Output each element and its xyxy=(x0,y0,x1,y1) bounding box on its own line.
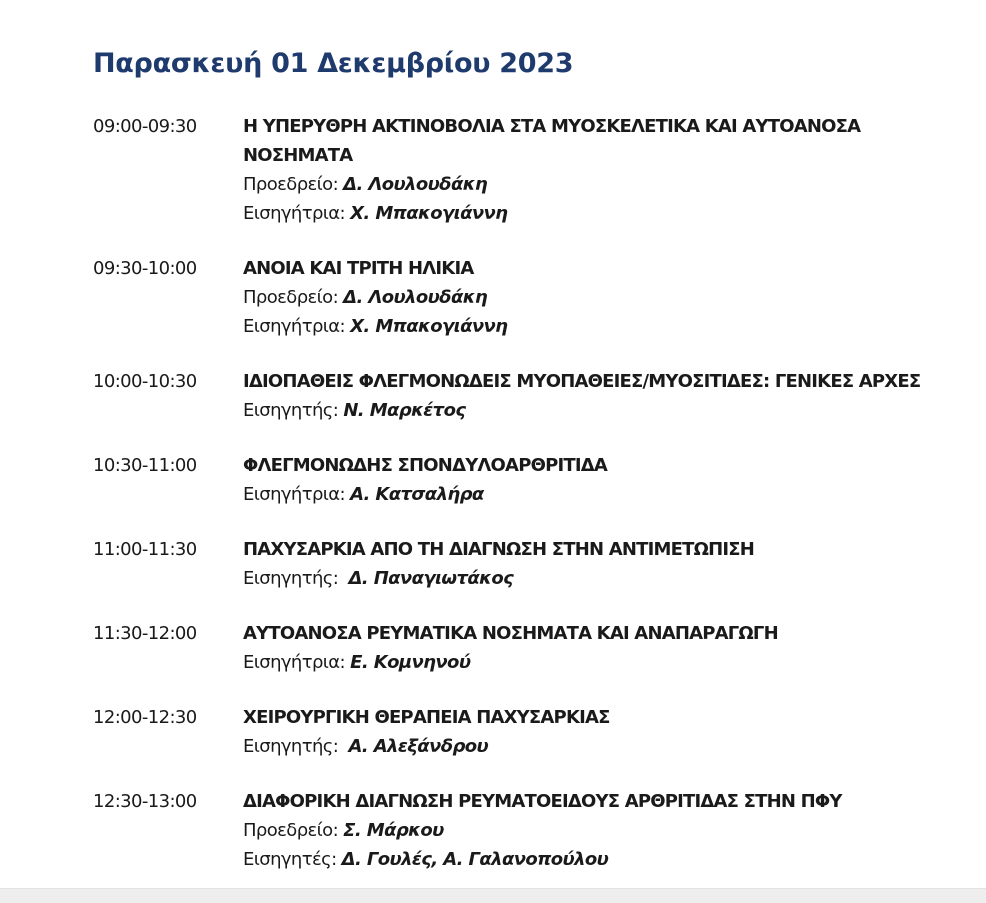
session-time: 10:00-10:30 xyxy=(93,371,197,392)
role-label: Εισηγήτρια: xyxy=(243,652,351,673)
session-details xyxy=(243,535,973,593)
session-6 xyxy=(93,619,973,677)
session-title: ΔΙΑΦΟΡΙΚΗ ΔΙΑΓΝΩΣΗ ΡΕΥΜΑΤΟΕΙΔΟΥΣ ΑΡΘΡΙΤΙΔΑΣ ΣΤΗΝ ΠΦΥ xyxy=(243,791,842,812)
role-label: Εισηγήτρια: xyxy=(243,484,351,505)
person-name: Δ. Παναγιωτάκος xyxy=(348,568,514,589)
session-details xyxy=(243,112,973,228)
role-label: Εισηγητές: xyxy=(243,849,342,870)
bottom-bar xyxy=(0,888,986,903)
role-label: Εισηγητής: xyxy=(243,736,349,757)
chair-line xyxy=(243,283,973,312)
speaker-line xyxy=(243,480,973,509)
role-label: Προεδρείο: xyxy=(243,820,344,841)
person-name: Χ. Μπακογιάννη xyxy=(350,203,508,224)
session-time: 12:00-12:30 xyxy=(93,707,197,728)
session-time: 11:30-12:00 xyxy=(93,623,197,644)
session-title: ΠΑΧΥΣΑΡΚΙΑ ΑΠΟ ΤΗ ΔΙΑΓΝΩΣΗ ΣΤΗΝ ΑΝΤΙΜΕΤΩΠΙΣΗ xyxy=(243,539,755,560)
session-title: ΦΛΕΓΜΟΝΩΔΗΣ ΣΠΟΝΔΥΛΟΑΡΘΡΙΤΙΔΑ xyxy=(243,455,608,476)
session-details xyxy=(243,367,973,425)
session-4 xyxy=(93,451,973,509)
speaker-line xyxy=(243,845,973,874)
page-title: Παρασκευή 01 Δεκεμβρίου 2023 xyxy=(93,48,574,79)
session-7 xyxy=(93,703,973,761)
session-time: 09:30-10:00 xyxy=(93,258,197,279)
session-time: 09:00-09:30 xyxy=(93,116,197,137)
session-1 xyxy=(93,112,973,228)
session-title: Η ΥΠΕΡΥΘΡΗ ΑΚΤΙΝΟΒΟΛΙΑ ΣΤΑ ΜΥΟΣΚΕΛΕΤΙΚΑ ΚΑΙ ΑΥΤΟΑΝΟΣΑ ΝΟΣΗΜΑΤΑ xyxy=(243,116,861,166)
session-time: 11:00-11:30 xyxy=(93,539,197,560)
program-list xyxy=(93,112,973,874)
session-3 xyxy=(93,367,973,425)
speaker-line xyxy=(243,312,973,341)
role-label: Εισηγήτρια: xyxy=(243,316,351,337)
speaker-line xyxy=(243,648,973,677)
session-8 xyxy=(93,787,973,874)
session-title: ΑΝΟΙΑ ΚΑΙ ΤΡΙΤΗ ΗΛΙΚΙΑ xyxy=(243,258,474,279)
session-details xyxy=(243,703,973,761)
session-details xyxy=(243,254,973,341)
session-time: 10:30-11:00 xyxy=(93,455,197,476)
session-details xyxy=(243,619,973,677)
person-name: Δ. Λουλουδάκη xyxy=(343,174,488,195)
session-title: ΑΥΤΟΑΝΟΣΑ ΡΕΥΜΑΤΙΚΑ ΝΟΣΗΜΑΤΑ ΚΑΙ ΑΝΑΠΑΡΑΓΩΓΗ xyxy=(243,623,778,644)
chair-line xyxy=(243,170,973,199)
person-name: Α. Κατσαλήρα xyxy=(350,484,484,505)
session-time: 12:30-13:00 xyxy=(93,791,197,812)
session-details xyxy=(243,787,973,874)
person-name: Χ. Μπακογιάννη xyxy=(350,316,508,337)
session-details xyxy=(243,451,973,509)
session-title: ΙΔΙΟΠΑΘΕΙΣ ΦΛΕΓΜΟΝΩΔΕΙΣ ΜΥΟΠΑΘΕΙΕΣ/ΜΥΟΣΙΤΙΔΕΣ: ΓΕΝΙΚΕΣ ΑΡΧΕΣ xyxy=(243,371,921,392)
person-name: Ν. Μαρκέτος xyxy=(343,400,466,421)
role-label: Εισηγητής: xyxy=(243,568,349,589)
session-title: ΧΕΙΡΟΥΡΓΙΚΗ ΘΕΡΑΠΕΙΑ ΠΑΧΥΣΑΡΚΙΑΣ xyxy=(243,707,610,728)
role-label: Εισηγητής: xyxy=(243,400,344,421)
session-2 xyxy=(93,254,973,341)
speaker-line xyxy=(243,396,973,425)
person-name: Α. Αλεξάνδρου xyxy=(348,736,489,757)
person-name: Σ. Μάρκου xyxy=(343,820,444,841)
role-label: Εισηγήτρια: xyxy=(243,203,351,224)
speaker-line xyxy=(243,732,973,761)
chair-line xyxy=(243,816,973,845)
role-label: Προεδρείο: xyxy=(243,287,344,308)
speaker-line xyxy=(243,564,973,593)
person-name: Δ. Λουλουδάκη xyxy=(343,287,488,308)
person-name: Δ. Γουλές, Α. Γαλανοπούλου xyxy=(341,849,609,870)
person-name: Ε. Κομνηνού xyxy=(350,652,471,673)
role-label: Προεδρείο: xyxy=(243,174,344,195)
session-5 xyxy=(93,535,973,593)
speaker-line xyxy=(243,199,973,228)
